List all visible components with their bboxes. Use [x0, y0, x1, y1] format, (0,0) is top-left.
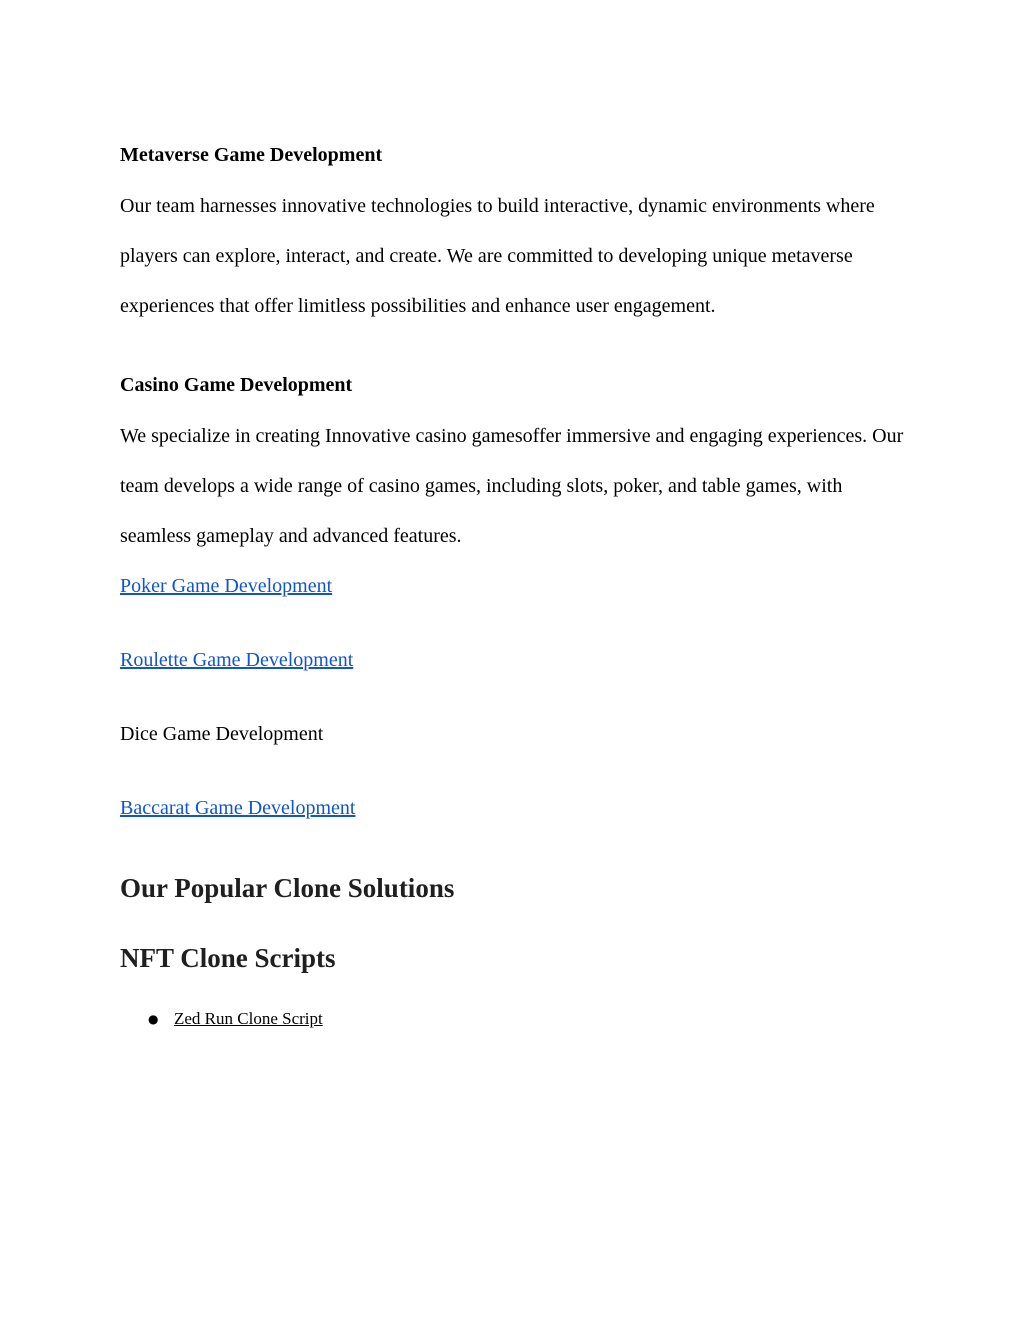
paragraph-casino: We specialize in creating Innovative casino gamesoffer immersive and engaging experiences. Our team develops a wide range of casino games, including slots, poker, and table games, with seamless gameplay and advanced features.: [120, 425, 904, 547]
document-content: [120, 0, 910, 1033]
heading-metaverse-game-development: Metaverse Game Development: [120, 144, 383, 166]
nft-clone-list: [120, 1005, 910, 1033]
text-dice-game-development: Dice Game Development: [120, 723, 324, 745]
link-poker-game-development[interactable]: Poker Game Development: [120, 575, 333, 597]
heading-nft-clone-scripts: NFT Clone Scripts: [120, 943, 336, 973]
paragraph-metaverse: Our team harnesses innovative technologies to build interactive, dynamic environments where players can explore, interact, and create. We are committed to developing unique metaverse experiences that offer limitless possibilities and enhance user engagement.: [120, 195, 875, 317]
heading-our-popular-clone-solutions: Our Popular Clone Solutions: [120, 873, 455, 903]
heading-casino-game-development: Casino Game Development: [120, 374, 353, 396]
list-item: [120, 1005, 910, 1033]
link-roulette-game-development[interactable]: Roulette Game Development: [120, 649, 354, 671]
link-baccarat-game-development[interactable]: Baccarat Game Development: [120, 797, 356, 819]
bullet-icon: ●: [148, 1012, 159, 1026]
link-zed-run-clone-script[interactable]: Zed Run Clone Script: [174, 1009, 323, 1028]
